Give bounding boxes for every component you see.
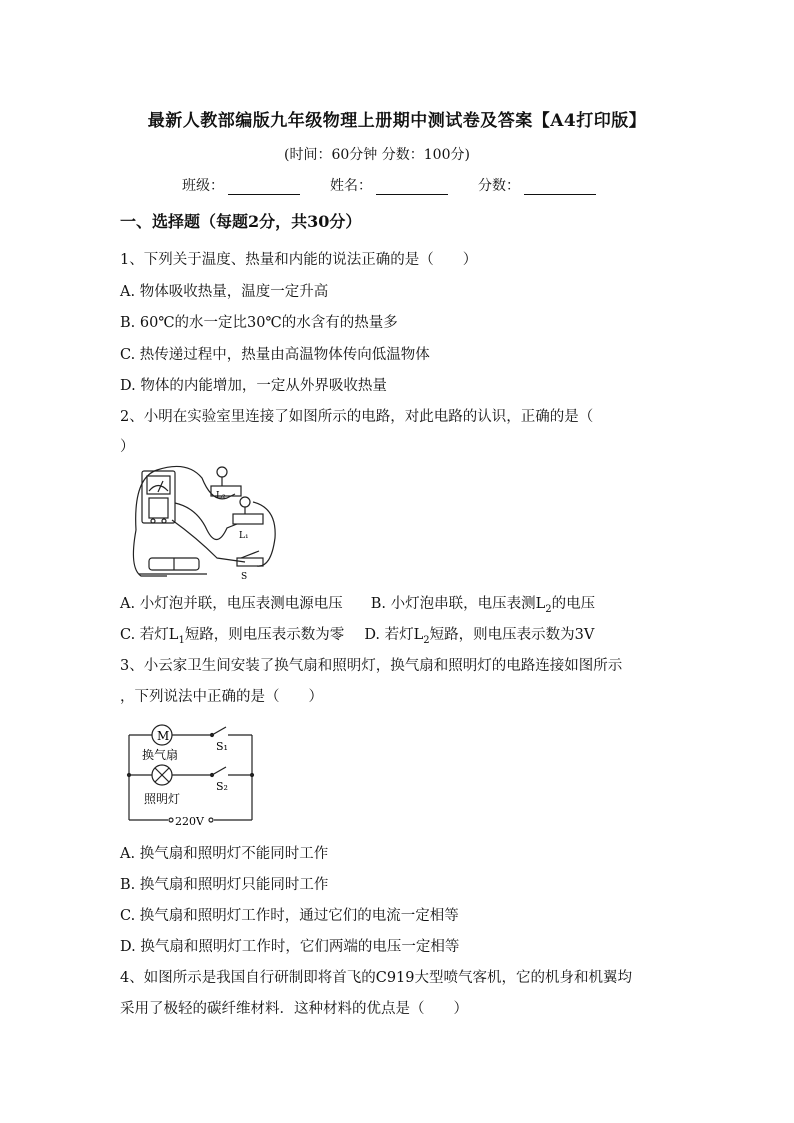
student-info-row	[182, 175, 596, 195]
exam-time-score: (时间：60分钟 分数：100分)	[284, 147, 470, 163]
q2-d-sub: 2	[423, 634, 430, 646]
section-heading: 一、选择题（每题2分，共30分）	[120, 212, 362, 231]
fan-label: 换气扇	[142, 748, 179, 762]
question-2-option-c	[120, 623, 594, 646]
switch-s-label: S	[241, 572, 248, 582]
name-label: 姓名：	[330, 178, 372, 194]
q2-c-pre: C. 若灯L	[120, 627, 179, 643]
page-title: 最新人教部编版九年级物理上册期中测试卷及答案【A4打印版】	[147, 111, 647, 131]
lamp-label: 照明灯	[144, 792, 181, 806]
question-3-circuit-figure	[120, 722, 260, 832]
question-3-option-c: C. 换气扇和照明灯工作时，通过它们的电流一定相等	[120, 908, 459, 924]
q2-d-post: 短路，则电压表示数为3V	[429, 627, 595, 643]
q2-b-text	[370, 596, 596, 615]
q2-c-post: 短路，则电压表示数为零	[184, 627, 345, 643]
question-2-option-a	[120, 592, 595, 615]
question-1-option-a: A. 物体吸收热量，温度一定升高	[120, 284, 329, 300]
question-3-option-a: A. 换气扇和照明灯不能同时工作	[120, 846, 329, 862]
question-1-stem: 1、下列关于温度、热量和内能的说法正确的是（ ）	[120, 252, 478, 268]
lamp-l1-label: L₁	[239, 531, 249, 541]
question-2-stem-cont: ）	[120, 439, 135, 455]
score-blank	[524, 180, 596, 195]
question-2-stem: 2、小明在实验室里连接了如图所示的电路，对此电路的认识，正确的是（	[120, 409, 594, 425]
question-3-stem-cont: ，下列说法中正确的是（ ）	[120, 689, 323, 705]
voltage-label: 220V	[175, 815, 204, 828]
question-3-option-d: D. 换气扇和照明灯工作时，它们两端的电压一定相等	[120, 939, 460, 955]
motor-symbol: M	[157, 729, 170, 743]
question-1-option-b: B. 60℃的水一定比30℃的水含有的热量多	[120, 315, 398, 331]
q2-c-text	[120, 627, 345, 646]
question-1-option-c: C. 热传递过程中，热量由高温物体传向低温物体	[120, 347, 430, 363]
class-blank	[228, 180, 300, 195]
switch-s2-label: S₂	[216, 780, 228, 793]
question-2-circuit-figure	[127, 458, 287, 582]
q2-d-text	[364, 627, 595, 646]
name-blank	[376, 180, 448, 195]
q2-d-pre: D. 若灯L	[364, 627, 424, 643]
question-4-stem: 4、如图所示是我国自行研制即将首飞的C919大型喷气客机，它的机身和机翼均	[120, 970, 632, 986]
q2-a-text: A. 小灯泡并联，电压表测电源电压	[120, 596, 343, 612]
name-field	[330, 175, 448, 195]
q2-b-sub: 2	[545, 603, 552, 615]
question-3-option-b: B. 换气扇和照明灯只能同时工作	[120, 877, 329, 893]
question-4-stem-cont: 采用了极轻的碳纤维材料．这种材料的优点是（ ）	[120, 1001, 468, 1017]
q2-b-pre: B. 小灯泡串联，电压表测L	[370, 596, 546, 612]
score-field	[478, 175, 596, 195]
switch-s1-label: S₁	[216, 740, 228, 753]
class-field	[182, 175, 300, 195]
q2-b-post: 的电压	[551, 596, 596, 612]
score-label: 分数：	[478, 178, 520, 194]
question-1-option-d: D. 物体的内能增加，一定从外界吸收热量	[120, 378, 387, 394]
question-3-stem: 3、小云家卫生间安装了换气扇和照明灯，换气扇和照明灯的电路连接如图所示	[120, 658, 623, 674]
lamp-l2-label: L₂	[216, 491, 226, 501]
q2-c-sub: 1	[178, 634, 185, 646]
class-label: 班级：	[182, 178, 224, 194]
